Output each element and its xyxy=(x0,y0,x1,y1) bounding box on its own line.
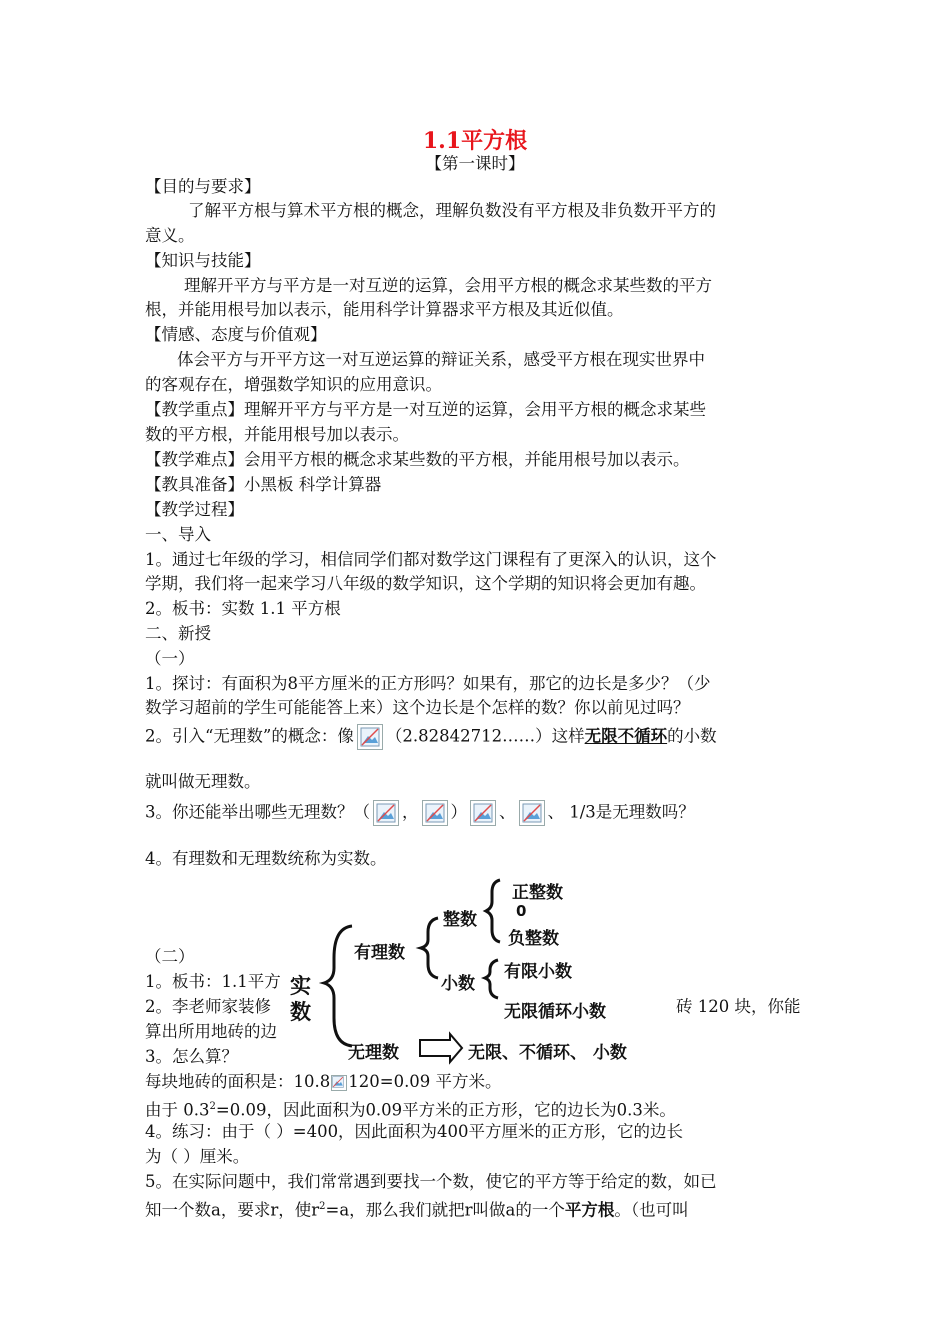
label-wulishu: 无理数 xyxy=(348,1043,399,1063)
text-line: 理解开平方与平方是一对互逆的运算，会用平方根的概念求某些数的平方 xyxy=(184,276,712,295)
text-span: 120=0.09 平方米。 xyxy=(348,1072,502,1091)
text-line: 1。板书：1.1平方 xyxy=(145,972,281,991)
text-line: 根，并能用根号加以表示，能用科学计算器求平方根及其近似值。 xyxy=(145,300,624,319)
text-line: 数的平方根，并能用根号加以表示。 xyxy=(145,425,409,444)
text-line: 了解平方根与算术平方根的概念，理解负数没有平方根及非负数开平方的 xyxy=(188,201,716,220)
label-zhengzhengshu: 正整数 xyxy=(512,883,563,903)
text-line: 【教学过程】 xyxy=(145,500,244,519)
text-line-definition xyxy=(145,1196,689,1222)
text-line: 4。有理数和无理数统称为实数。 xyxy=(145,849,387,868)
text-line: 【情感、态度与价值观】 xyxy=(145,325,327,344)
text-line: （二） xyxy=(145,947,195,966)
text-span: =0.09，因此面积为0.09平方米的正方形，它的边长为0.3米。 xyxy=(215,1100,676,1120)
text-line: 1。通过七年级的学习，相信同学们都对数学这门课程有了更深入的认识，这个 xyxy=(145,550,717,569)
label-wuxianxunhuan: 无限循环小数 xyxy=(504,1002,606,1022)
text-span: （2.82842712……）这样 xyxy=(385,726,585,746)
text-line: 1。探讨：有面积为8平方厘米的正方形吗？如果有，那它的边长是多少？（少 xyxy=(145,674,711,693)
text-span: ） xyxy=(450,802,467,822)
text-span: 知一个数a，要求r，使r xyxy=(145,1200,320,1220)
text-line: 就叫做无理数。 xyxy=(145,772,261,791)
text-line: 4。练习：由于（ ）=400，因此面积为400平方厘米的正方形，它的边长 xyxy=(145,1122,684,1141)
text-span: 每块地砖的面积是：10.8 xyxy=(145,1072,331,1091)
text-line: 2。板书：实数 1.1 平方根 xyxy=(145,599,341,618)
text-line: 【教具准备】小黑板 科学计算器 xyxy=(145,475,382,494)
text-line-examples xyxy=(145,800,695,826)
label-xiaoshu: 小数 xyxy=(441,974,475,994)
text-line: 一、导入 xyxy=(145,525,211,544)
text-span: 由于 0.3 xyxy=(145,1100,210,1120)
text-line: 为（ ）厘米。 xyxy=(145,1147,250,1166)
text-line: 体会平方与开平方这一对互逆运算的辩证关系，感受平方根在现实世界中 xyxy=(177,350,705,369)
text-line: 2。李老师家装修 xyxy=(145,997,271,1016)
text-line: 3。怎么算？ xyxy=(145,1047,238,1066)
text-line: 砖 120 块，你能 xyxy=(676,997,801,1016)
bold-term: 平方根 xyxy=(564,1200,615,1220)
label-youlishu: 有理数 xyxy=(354,943,405,963)
text-line: 【目的与要求】 xyxy=(145,177,261,196)
label-wuxian: 无限、不循环、 小数 xyxy=(468,1043,627,1063)
superscript: 2 xyxy=(209,1101,216,1112)
label-shishu-1: 实 xyxy=(290,974,311,998)
superscript: 2 xyxy=(319,1201,326,1212)
doc-subtitle: 【第一课时】 xyxy=(425,154,525,173)
broken-image-icon xyxy=(470,800,496,826)
text-line: 【教学难点】会用平方根的概念求某些数的平方根，并能用根号加以表示。 xyxy=(145,450,690,469)
text-line: 【知识与技能】 xyxy=(145,251,261,270)
text-line: （一） xyxy=(145,649,195,668)
text-span: 、 1/3是无理数吗？ xyxy=(547,802,695,822)
doc-title: 1.1平方根 xyxy=(422,128,528,154)
text-line: 学期，我们将一起来学习八年级的数学知识，这个学期的知识将会更加有趣。 xyxy=(145,574,706,593)
real-number-diagram xyxy=(290,868,670,1068)
text-span: 的小数 xyxy=(667,726,717,746)
text-span: ， xyxy=(402,802,419,822)
text-span: 。（也可叫 xyxy=(614,1200,689,1220)
text-line: 【教学重点】理解开平方与平方是一对互逆的运算，会用平方根的概念求某些 xyxy=(145,400,706,419)
text-span: =a，那么我们就把r叫做a的一个 xyxy=(325,1200,565,1220)
text-line: 5。在实际问题中，我们常常遇到要找一个数，使它的平方等于给定的数，如已 xyxy=(145,1172,717,1191)
text-span: 3。你还能举出哪些无理数？（ xyxy=(145,802,370,822)
label-shishu-2: 数 xyxy=(290,1000,311,1024)
text-span: 2。引入“无理数”的概念：像 xyxy=(145,726,354,746)
bold-term: 无限不循环 xyxy=(584,726,668,746)
label-youxian: 有限小数 xyxy=(504,962,572,982)
text-line-irrational xyxy=(145,724,717,750)
text-line-since xyxy=(145,1096,676,1122)
text-line: 数学习超前的学生可能能答上来）这个边长是个怎样的数？你以前见过吗？ xyxy=(145,698,690,717)
label-fuzhengshu: 负整数 xyxy=(508,929,559,949)
text-line: 意义。 xyxy=(145,226,195,245)
broken-image-icon xyxy=(331,1075,347,1091)
label-zero: 0 xyxy=(516,902,527,920)
text-line: 算出所用地砖的边 xyxy=(145,1022,277,1041)
text-line: 的客观存在，增强数学知识的应用意识。 xyxy=(145,375,442,394)
text-line-area xyxy=(145,1071,502,1093)
broken-image-icon xyxy=(422,800,448,826)
broken-image-icon xyxy=(519,800,545,826)
broken-image-icon xyxy=(373,800,399,826)
label-zhengshu: 整数 xyxy=(443,910,477,930)
text-span: 、 xyxy=(499,802,516,822)
broken-image-icon xyxy=(357,724,383,750)
text-line: 二、新授 xyxy=(145,624,211,643)
